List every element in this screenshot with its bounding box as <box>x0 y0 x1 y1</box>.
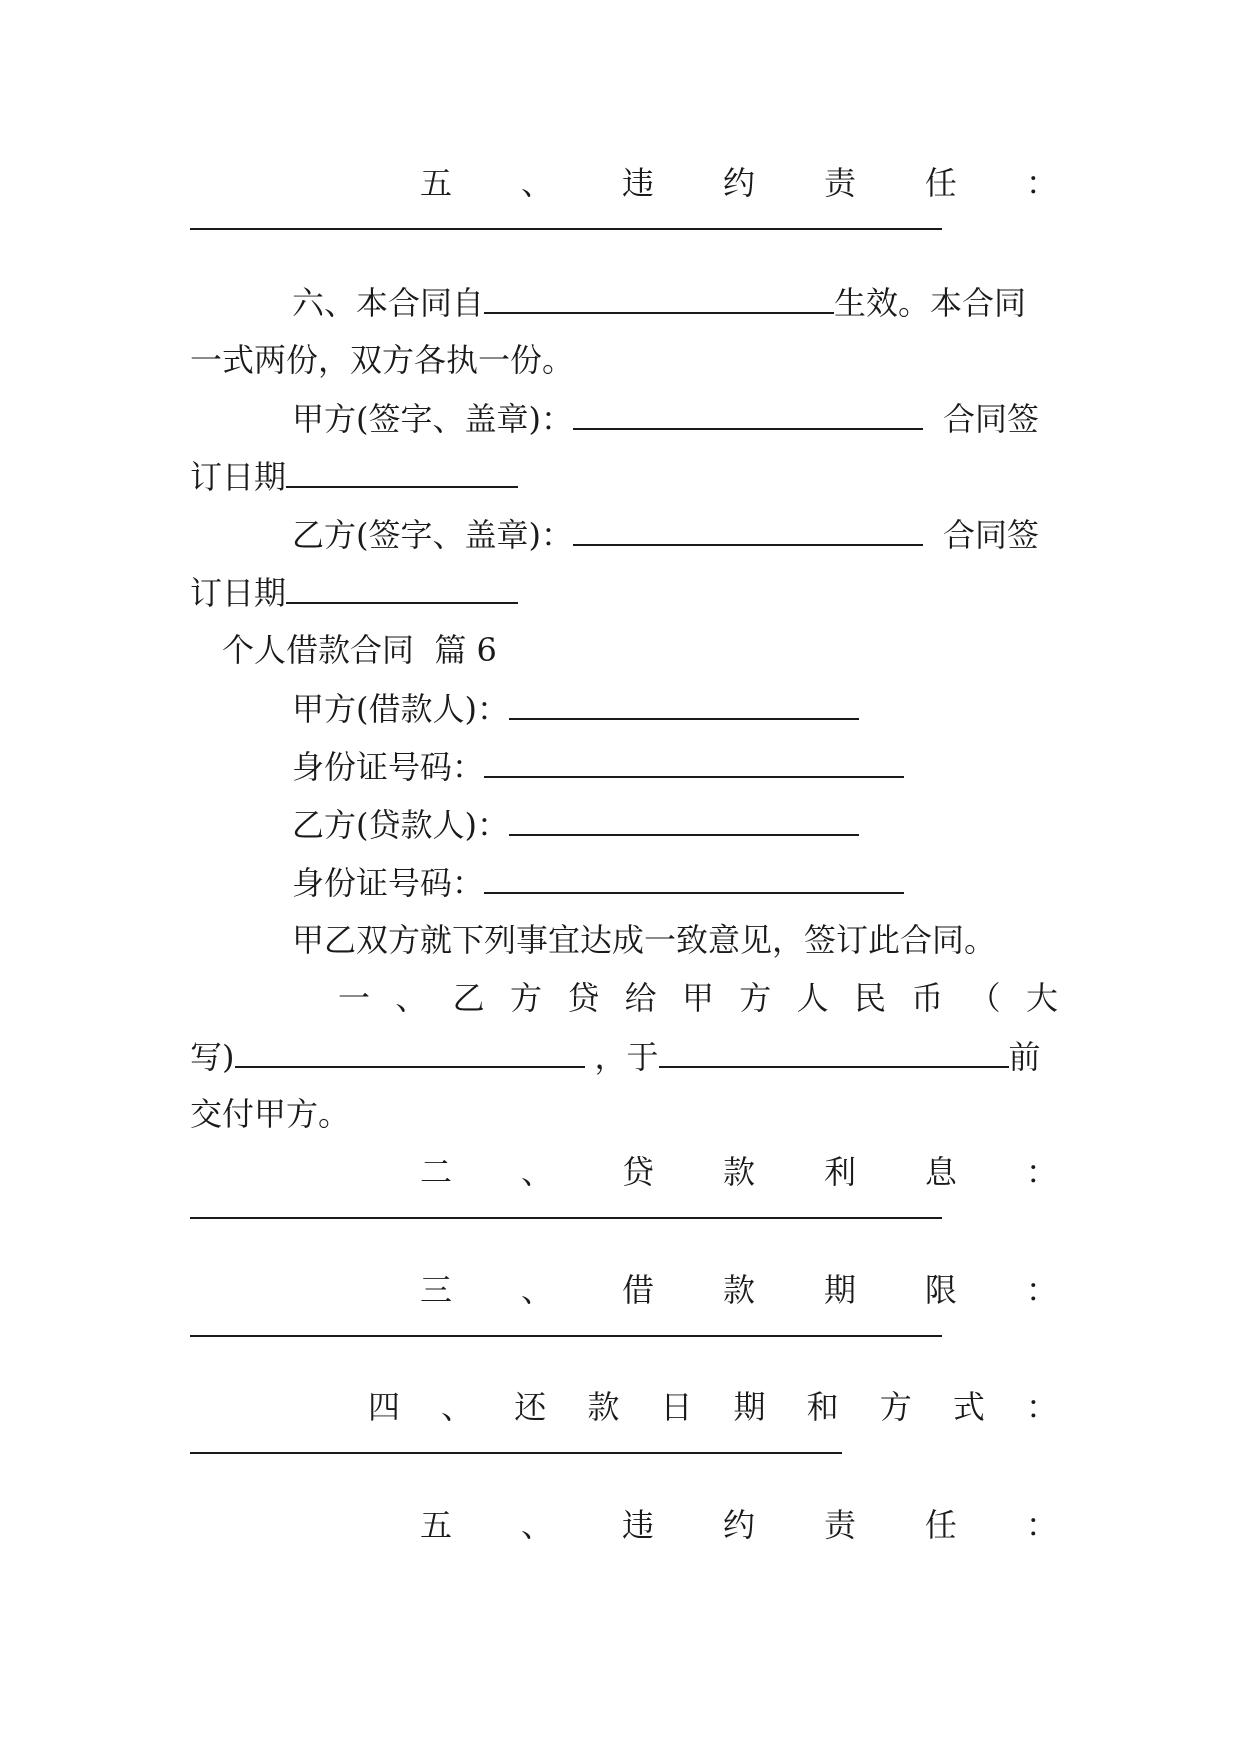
heading-char: ： <box>1025 1271 1058 1309</box>
heading-char: ： <box>1025 1388 1058 1426</box>
heading-char: 人 <box>796 979 829 1017</box>
clause1-line1 <box>338 978 1058 1018</box>
pay-date-blank[interactable] <box>659 1036 1009 1068</box>
party-a-signature-blank[interactable] <box>573 398 923 430</box>
heading-char: 还 <box>514 1388 547 1426</box>
heading-char: 日 <box>660 1388 693 1426</box>
lender-blank[interactable] <box>509 804 859 836</box>
heading-char: 四 <box>368 1388 401 1426</box>
amount-blank[interactable] <box>235 1036 585 1068</box>
clause5-top-heading <box>420 163 1058 203</box>
party-b-sign-label: 乙方(签字、盖章)： <box>292 516 573 554</box>
clause4-heading <box>368 1387 1058 1427</box>
heading-char: 式 <box>952 1388 985 1426</box>
heading-char: 方 <box>879 1388 912 1426</box>
id-line-1 <box>190 746 1160 787</box>
party-a-signature-line <box>190 398 1160 439</box>
id-blank-1[interactable] <box>484 746 904 778</box>
date-line-a <box>190 456 1058 497</box>
clause1-text-b1: 写) <box>190 1038 235 1076</box>
date-line-b <box>190 572 1058 613</box>
date-label-b: 订日期 <box>190 574 287 612</box>
heading-char: ： <box>1025 1153 1058 1191</box>
clause4-blank[interactable] <box>190 1452 842 1454</box>
heading-char: 责 <box>823 1506 856 1544</box>
clause6-text-b: 生效。本合同 <box>834 284 1027 322</box>
heading-char: （ <box>968 979 1001 1017</box>
heading-char: 方 <box>739 979 772 1017</box>
clause1-line3: 交付甲方。 <box>190 1095 351 1133</box>
clause2-heading <box>420 1152 1058 1192</box>
heading-char: 、 <box>520 164 553 202</box>
heading-char: 三 <box>420 1271 453 1309</box>
contract-sign-label-a: 合同签 <box>942 400 1039 438</box>
heading-char: 和 <box>806 1388 839 1426</box>
id-blank-2[interactable] <box>484 862 904 894</box>
heading-char: 给 <box>624 979 657 1017</box>
clause6-line2: 一式两份，双方各执一份。 <box>190 341 575 379</box>
party-b-signature-line <box>190 514 1160 555</box>
party-b-signature-blank[interactable] <box>573 514 923 546</box>
heading-char: 款 <box>722 1271 755 1309</box>
heading-char: 、 <box>520 1153 553 1191</box>
heading-char: 约 <box>722 164 755 202</box>
heading-char: 任 <box>924 1506 957 1544</box>
heading-char: ： <box>1025 1506 1058 1544</box>
lender-line <box>190 804 1160 845</box>
heading-char: 币 <box>911 979 944 1017</box>
heading-char: 期 <box>823 1271 856 1309</box>
contract-sign-label-b: 合同签 <box>942 516 1039 554</box>
heading-char: 利 <box>823 1153 856 1191</box>
heading-char: 约 <box>722 1506 755 1544</box>
heading-char: 任 <box>924 164 957 202</box>
heading-char: 甲 <box>681 979 714 1017</box>
clause1-text-b3: 前 <box>1008 1038 1041 1076</box>
clause5-top-blank[interactable] <box>190 228 942 230</box>
heading-char: 款 <box>722 1153 755 1191</box>
heading-char: 方 <box>509 979 542 1017</box>
clause6-text-a: 六、本合同自 <box>292 284 485 322</box>
heading-char: 违 <box>621 164 654 202</box>
heading-char: 贷 <box>621 1153 654 1191</box>
heading-char: 一 <box>338 979 371 1017</box>
heading-char: 责 <box>823 164 856 202</box>
id-line-2 <box>190 862 1160 903</box>
heading-char: 乙 <box>452 979 485 1017</box>
heading-char: 限 <box>924 1271 957 1309</box>
heading-char: 、 <box>520 1506 553 1544</box>
clause1-text-b2: ，于 <box>594 1038 659 1076</box>
heading-char: 贷 <box>567 979 600 1017</box>
clause6-line1 <box>190 282 1160 323</box>
sign-date-blank-a[interactable] <box>286 456 518 488</box>
heading-char: 违 <box>621 1506 654 1544</box>
heading-char: 期 <box>733 1388 766 1426</box>
id-label-1: 身份证号码： <box>292 748 485 786</box>
heading-char: 息 <box>924 1153 957 1191</box>
clause3-heading <box>420 1270 1058 1310</box>
heading-char: 借 <box>621 1271 654 1309</box>
id-label-2: 身份证号码： <box>292 864 485 902</box>
sign-date-blank-b[interactable] <box>286 572 518 604</box>
heading-char: ： <box>1025 164 1058 202</box>
effective-date-blank[interactable] <box>484 282 834 314</box>
borrower-label: 甲方(借款人)： <box>292 690 509 728</box>
heading-char: 、 <box>441 1388 474 1426</box>
clause3-blank[interactable] <box>190 1335 942 1337</box>
heading-char: 、 <box>395 979 428 1017</box>
section-heading: 个人借款合同 篇 6 <box>222 631 497 669</box>
heading-char: 款 <box>587 1388 620 1426</box>
date-label-a: 订日期 <box>190 458 287 496</box>
heading-char: 五 <box>420 1506 453 1544</box>
clause5-heading <box>420 1505 1058 1545</box>
heading-char: 五 <box>420 164 453 202</box>
heading-char: 民 <box>853 979 886 1017</box>
agreement-text: 甲乙双方就下列事宜达成一致意见，签订此合同。 <box>292 921 997 959</box>
party-a-sign-label: 甲方(签字、盖章)： <box>292 400 573 438</box>
borrower-line <box>190 688 1160 729</box>
clause2-blank[interactable] <box>190 1217 942 1219</box>
lender-label: 乙方(贷款人)： <box>292 806 509 844</box>
heading-char: 、 <box>520 1271 553 1309</box>
heading-char: 大 <box>1025 979 1058 1017</box>
borrower-blank[interactable] <box>509 688 859 720</box>
clause1-line2 <box>190 1036 1058 1077</box>
heading-char: 二 <box>420 1153 453 1191</box>
